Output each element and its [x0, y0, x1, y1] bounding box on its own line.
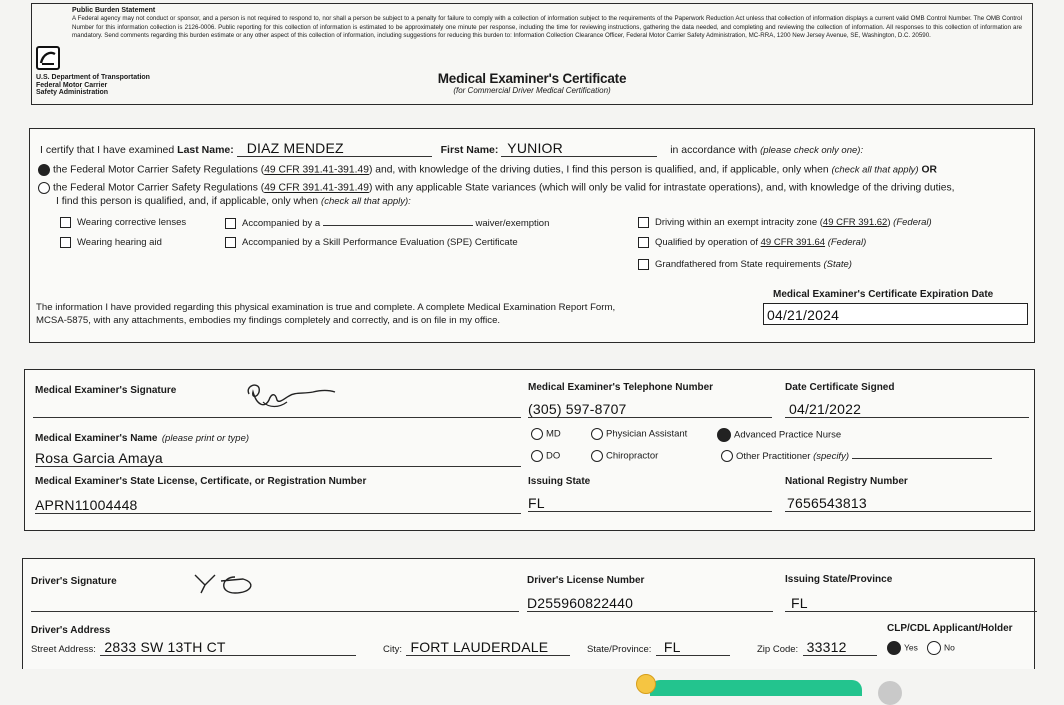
- check-grandfathered-box[interactable]: [638, 259, 649, 270]
- agency-line-3: Safety Administration: [36, 89, 109, 97]
- dot-logo: [36, 46, 60, 70]
- check-intracity[interactable]: [638, 217, 932, 228]
- registry-label: National Registry Number: [785, 476, 908, 487]
- option-state-text-a: the Federal Motor Carrier Safety Regulations (: [53, 182, 265, 194]
- driver-license-label: Driver's License Number: [527, 575, 645, 586]
- clp-no-label: No: [944, 642, 955, 653]
- examiner-signature-line: [33, 417, 521, 418]
- type-do-label: DO: [546, 450, 561, 462]
- form-subtitle: (for Commercial Driver Medical Certification): [453, 86, 611, 95]
- check-lenses[interactable]: [60, 217, 186, 228]
- examiner-signature[interactable]: [243, 378, 343, 414]
- registry-value[interactable]: 7656543813: [785, 495, 1031, 512]
- type-apn[interactable]: [717, 428, 841, 442]
- option-federal-link[interactable]: 49 CFR 391.41-391.49: [264, 164, 369, 176]
- check-lenses-label: Wearing corrective lenses: [77, 217, 187, 229]
- type-other-radio[interactable]: [721, 450, 733, 462]
- issuing-state-value[interactable]: FL: [528, 495, 772, 512]
- burden-text: A Federal agency may not conduct or sponsor, and a person is not required to respond to, nor shall a person be subject to a penalty for failure to comply with a collection of information subject to the requirements of the Paperwork Reduction Act unless that collection of information displays a current valid OMB Control Number. The OMB Control Number for this information collection is 2126-0006. Public reporting for this collection of information is estimated to be approximately one minute per response, including the time for reviewing instructions, gathering the data needed, and completing and reviewing the collection of information. All responses to this collection of information are mandatory. Send comments regarding this burden estimate or any other aspect of this collection of information, including suggestions for reducing this burden to: Information Collection Clearance Officer, Federal Motor Carrier Safety Administration, MC-RRA, 1200 New Jersey Avenue, SE, Washington, D.C. 20590.: [72, 15, 1022, 39]
- driver-address-label: Driver's Address: [31, 625, 111, 636]
- option-federal-radio[interactable]: [38, 164, 50, 176]
- burden-title: Public Burden Statement: [72, 7, 156, 14]
- check-intracity-note: (Federal): [893, 217, 932, 229]
- check-grandfathered-label: Grandfathered from State requirements: [655, 259, 821, 271]
- street-value[interactable]: 2833 SW 13TH CT: [100, 639, 356, 656]
- attestation-statement: [36, 301, 756, 327]
- driver-city-row: [383, 639, 570, 657]
- type-apn-radio[interactable]: [717, 428, 731, 442]
- dot-logo-icon: [38, 48, 58, 68]
- type-other-blank[interactable]: [852, 450, 992, 459]
- last-name-value: DIAZ MENDEZ: [237, 140, 432, 157]
- burden-statement: [72, 7, 1022, 40]
- type-pa-label: Physician Assistant: [606, 428, 688, 440]
- clp-yes-radio[interactable]: [887, 641, 901, 655]
- clp-no-radio[interactable]: [927, 641, 941, 655]
- type-other[interactable]: [721, 450, 992, 462]
- certify-line: [40, 140, 1030, 157]
- agency-line-2: Federal Motor Carrier: [36, 81, 108, 89]
- driver-signature[interactable]: [191, 569, 271, 599]
- expiration-label: Medical Examiner's Certificate Expiration Date: [773, 289, 994, 300]
- accordance-note: (please check only one):: [760, 145, 864, 156]
- street-label: Street Address:: [31, 644, 96, 655]
- attestation-line-2: MCSA-5875, with any attachments, embodies my findings completely and correctly, and is on file in my office.: [36, 315, 501, 326]
- type-pa[interactable]: [591, 428, 687, 440]
- check-intracity-label-b: ): [887, 217, 891, 229]
- form-title-block: [332, 71, 732, 95]
- city-label: City:: [383, 644, 402, 655]
- check-qualified-note: (Federal): [827, 237, 867, 249]
- check-grandfathered[interactable]: [638, 259, 852, 270]
- driver-issuing-value[interactable]: FL: [785, 595, 1037, 612]
- issuing-state-label: Issuing State: [528, 476, 591, 487]
- type-other-label: Other Practitioner: [736, 451, 811, 462]
- option-state-radio[interactable]: [38, 182, 50, 194]
- check-qualified-link[interactable]: 49 CFR 391.64: [760, 237, 826, 249]
- option-state-cont: [56, 196, 411, 207]
- expiration-date-field[interactable]: 04/21/2024: [763, 303, 1028, 325]
- driver-state-row: [587, 639, 730, 657]
- check-accompanied-label: Accompanied by a: [242, 218, 321, 229]
- certification-section: [29, 128, 1035, 343]
- type-other-note: (specify): [813, 451, 849, 462]
- option-federal-note: (check all that apply): [831, 164, 919, 176]
- attestation-line-1: The information I have provided regarding this physical examination is true and complete. A complete Medical Examination Report Form,: [36, 302, 616, 313]
- examiner-name-label: Medical Examiner's Name: [35, 433, 158, 444]
- waiver-blank[interactable]: [323, 217, 473, 226]
- zip-value[interactable]: 33312: [803, 639, 877, 656]
- clp-yes[interactable]: [887, 641, 918, 655]
- option-state-link[interactable]: 49 CFR 391.41-391.49: [264, 182, 369, 194]
- certify-intro: I certify that I have examined: [40, 144, 175, 156]
- option-or: OR: [921, 164, 937, 176]
- phone-value[interactable]: (305) 597-8707: [528, 401, 772, 418]
- date-signed-value[interactable]: 04/21/2022: [785, 401, 1029, 418]
- type-chiro-label: Chiropractor: [606, 450, 659, 462]
- last-name-label: Last Name:: [177, 144, 234, 156]
- check-hearing[interactable]: [60, 237, 162, 248]
- header-section: [31, 3, 1033, 105]
- zip-label: Zip Code:: [757, 644, 799, 655]
- type-pa-radio[interactable]: [591, 428, 603, 440]
- driver-zip-row: [757, 639, 877, 657]
- form-title: Medical Examiner's Certificate: [437, 71, 627, 86]
- type-chiro-radio[interactable]: [591, 450, 603, 462]
- check-intracity-label-a: Driving within an exempt intracity zone (: [655, 217, 823, 229]
- check-spe[interactable]: [225, 237, 518, 248]
- state-value[interactable]: FL: [656, 639, 730, 656]
- type-chiro[interactable]: [591, 450, 658, 462]
- first-name-value: YUNIOR: [501, 140, 657, 157]
- check-accompanied[interactable]: [225, 217, 549, 229]
- license-label: Medical Examiner's State License, Certificate, or Registration Number: [35, 476, 367, 487]
- clp-no[interactable]: [927, 641, 955, 655]
- date-signed-label: Date Certificate Signed: [785, 382, 895, 393]
- type-md-radio[interactable]: [531, 428, 543, 440]
- check-hearing-box[interactable]: [60, 237, 71, 248]
- clp-label: CLP/CDL Applicant/Holder: [887, 623, 1013, 634]
- examiner-name-value[interactable]: Rosa Garcia Amaya: [35, 450, 521, 467]
- clp-yes-label: Yes: [904, 642, 918, 653]
- examiner-section: [24, 369, 1035, 531]
- option-state-text-b: ) with any applicable State variances (which will only be valid for intrastate operations), and, with knowledge of the driving duties,: [368, 182, 955, 194]
- check-qualified[interactable]: [638, 237, 866, 248]
- check-intracity-link[interactable]: 49 CFR 391.62: [822, 217, 888, 229]
- check-spe-box[interactable]: [225, 237, 236, 248]
- first-name-label: First Name:: [440, 144, 499, 156]
- driver-signature-label: Driver's Signature: [31, 576, 117, 587]
- option-state-text-c: I find this person is qualified, and, if applicable, only when: [56, 196, 319, 207]
- license-value[interactable]: APRN11004448: [35, 497, 521, 514]
- type-md-label: MD: [546, 428, 561, 440]
- driver-section: [22, 558, 1035, 669]
- check-hearing-label: Wearing hearing aid: [77, 237, 162, 249]
- agency-line-1: U.S. Department of Transportation: [36, 74, 150, 81]
- close-icon[interactable]: [878, 681, 902, 705]
- floating-toolbar[interactable]: [650, 680, 862, 696]
- option-state: [38, 182, 954, 194]
- state-label: State/Province:: [587, 644, 652, 655]
- driver-issuing-label: Issuing State/Province: [785, 574, 893, 585]
- option-federal-text-b: ) and, with knowledge of the driving duties, I find this person is qualified, and, if applicable, only when: [368, 164, 829, 176]
- accordance-text: in accordance with: [670, 144, 758, 156]
- examiner-name-label-row: [35, 428, 249, 446]
- check-spe-label: Accompanied by a Skill Performance Evaluation (SPE) Certificate: [242, 237, 518, 249]
- examiner-signature-label: Medical Examiner's Signature: [35, 385, 177, 396]
- examiner-name-note: (please print or type): [161, 433, 250, 444]
- option-federal: [38, 164, 937, 176]
- check-accompanied-box[interactable]: [225, 218, 236, 229]
- option-state-note: (check all that apply):: [321, 196, 411, 207]
- check-grandfathered-note: (State): [823, 259, 852, 271]
- driver-signature-line: [31, 611, 519, 612]
- agency-name: [36, 74, 150, 97]
- check-qualified-box[interactable]: [638, 237, 649, 248]
- type-md[interactable]: [531, 428, 561, 440]
- waiver-label: waiver/exemption: [475, 218, 550, 229]
- phone-label: Medical Examiner's Telephone Number: [528, 382, 714, 393]
- check-qualified-label: Qualified by operation of: [655, 237, 758, 249]
- option-federal-text-a: the Federal Motor Carrier Safety Regulations (: [53, 164, 265, 176]
- driver-license-value[interactable]: D255960822440: [527, 595, 773, 612]
- crown-icon: [636, 674, 656, 694]
- check-lenses-box[interactable]: [60, 217, 71, 228]
- city-value[interactable]: FORT LAUDERDALE: [406, 639, 570, 656]
- check-intracity-box[interactable]: [638, 217, 649, 228]
- type-do-radio[interactable]: [531, 450, 543, 462]
- type-do[interactable]: [531, 450, 560, 462]
- driver-address-row: [31, 639, 356, 657]
- type-apn-label: Advanced Practice Nurse: [734, 429, 842, 441]
